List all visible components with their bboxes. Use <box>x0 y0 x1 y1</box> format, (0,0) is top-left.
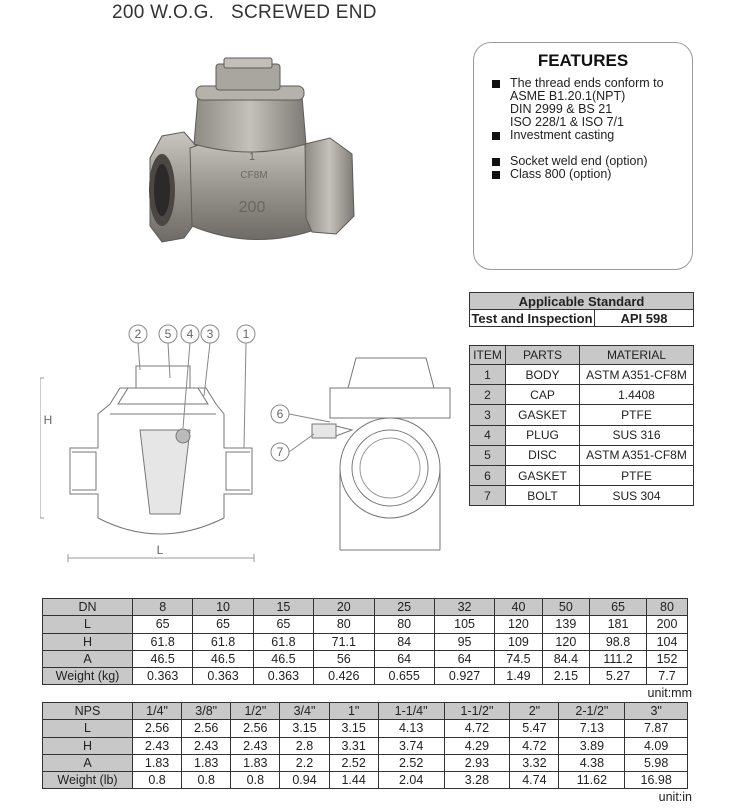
table-row <box>470 425 694 445</box>
table-cell: 2.43 <box>182 737 231 754</box>
feature-line: ISO 228/1 & ISO 7/1 <box>510 115 624 129</box>
table-cell: 46.5 <box>193 650 253 667</box>
standard-heading: Applicable Standard <box>470 293 694 310</box>
table-cell: 61.8 <box>193 633 253 650</box>
callout-label: 7 <box>276 445 284 459</box>
table-cell: 50 <box>542 599 589 616</box>
table-cell: 65 <box>253 616 313 633</box>
table-cell: 1.44 <box>329 772 378 789</box>
table-cell: 2.52 <box>378 754 444 771</box>
table-cell: 40 <box>495 599 542 616</box>
table-row <box>470 365 694 385</box>
table-cell: 7.7 <box>647 668 688 685</box>
table-cell: 5.98 <box>625 754 688 771</box>
table-cell: A <box>43 754 133 771</box>
section-view <box>40 366 254 562</box>
table-cell: 1.83 <box>133 754 182 771</box>
table-cell: 74.5 <box>495 650 542 667</box>
table-cell: GASKET <box>506 405 580 425</box>
table-row <box>43 650 688 667</box>
table-cell: Weight (kg) <box>43 668 133 685</box>
parts-header: PARTS <box>506 346 580 365</box>
table-cell: 4.72 <box>510 737 559 754</box>
table-cell: 0.8 <box>182 772 231 789</box>
table-cell: NPS <box>43 703 133 720</box>
feature-line: Socket weld end (option) <box>510 154 648 168</box>
table-cell: 3" <box>625 703 688 720</box>
table-cell: 111.2 <box>590 650 647 667</box>
table-cell: 2.56 <box>231 720 280 737</box>
photo-mark-3: 200 <box>238 199 266 216</box>
table-cell: 2" <box>510 703 559 720</box>
callout-label: 6 <box>276 407 284 421</box>
table-cell: 2.04 <box>378 772 444 789</box>
table-cell: H <box>43 633 133 650</box>
table-cell: 80 <box>314 616 374 633</box>
table-cell: GASKET <box>506 465 580 485</box>
feature-line: DIN 2999 & BS 21 <box>510 102 613 116</box>
table-cell: 4.38 <box>559 754 625 771</box>
table-cell: 84.4 <box>542 650 589 667</box>
table-cell: 3.31 <box>329 737 378 754</box>
table-cell: 3/8" <box>182 703 231 720</box>
table-cell: 5.27 <box>590 668 647 685</box>
table-cell: 3.15 <box>280 720 329 737</box>
table-row <box>43 599 688 616</box>
table-cell: 4.09 <box>625 737 688 754</box>
photo-mark-1: 1 <box>248 151 256 163</box>
table-cell: L <box>43 720 133 737</box>
callout-label: 3 <box>206 327 214 341</box>
table-cell: 200 <box>647 616 688 633</box>
table-cell: 80 <box>374 616 434 633</box>
table-cell: 3.74 <box>378 737 444 754</box>
table-cell: SUS 304 <box>580 486 694 506</box>
parts-header: MATERIAL <box>580 346 694 365</box>
table-cell: 71.1 <box>314 633 374 650</box>
table-cell: L <box>43 616 133 633</box>
table-cell: 65 <box>193 616 253 633</box>
table-cell: 152 <box>647 650 688 667</box>
table-cell: 6 <box>470 465 506 485</box>
table-cell: 4.29 <box>444 737 510 754</box>
table-cell: 4.13 <box>378 720 444 737</box>
table-cell: 32 <box>434 599 494 616</box>
valve-photo <box>140 56 370 256</box>
standard-label: Test and Inspection <box>471 310 593 326</box>
parts-table <box>469 345 694 506</box>
table-cell: 3.89 <box>559 737 625 754</box>
table-cell: 84 <box>374 633 434 650</box>
table-cell: 2.93 <box>444 754 510 771</box>
photo-mark-2: CF8M <box>240 170 268 181</box>
table-cell: 7.13 <box>559 720 625 737</box>
table-cell: 56 <box>314 650 374 667</box>
table-cell: 0.363 <box>133 668 193 685</box>
table-cell: H <box>43 737 133 754</box>
table-cell: 2.56 <box>182 720 231 737</box>
features-box <box>473 42 693 270</box>
table-cell: 64 <box>374 650 434 667</box>
table-cell: 1/2" <box>231 703 280 720</box>
table-cell: 0.94 <box>280 772 329 789</box>
table-cell: DN <box>43 599 133 616</box>
table-cell: 64 <box>434 650 494 667</box>
table-cell: 25 <box>374 599 434 616</box>
table-cell: 61.8 <box>133 633 193 650</box>
dim-label-l: L <box>156 543 164 557</box>
table-cell: 10 <box>193 599 253 616</box>
table-cell: 15 <box>253 599 313 616</box>
table-cell: 7.87 <box>625 720 688 737</box>
table-cell: 2.43 <box>133 737 182 754</box>
table-cell: 7 <box>470 486 506 506</box>
table-cell: 46.5 <box>253 650 313 667</box>
table-cell: 1.49 <box>495 668 542 685</box>
table-cell: 11.62 <box>559 772 625 789</box>
features-heading: FEATURES <box>537 51 629 70</box>
table-cell: 3/4" <box>280 703 329 720</box>
feature-item <box>490 77 692 129</box>
table-cell: 0.363 <box>253 668 313 685</box>
technical-drawing <box>40 318 465 576</box>
table-cell: 3.32 <box>510 754 559 771</box>
table-row <box>470 405 694 425</box>
table-cell: 0.927 <box>434 668 494 685</box>
unit-in-label: unit:in <box>658 790 692 804</box>
table-cell: 2.52 <box>329 754 378 771</box>
dimension-table-mm <box>42 598 688 685</box>
table-cell: 2 <box>470 385 506 405</box>
callout-label: 5 <box>164 327 172 341</box>
feature-line: ASME B1.20.1(NPT) <box>510 89 626 103</box>
table-cell: 1.4408 <box>580 385 694 405</box>
table-cell: 0.8 <box>133 772 182 789</box>
table-row <box>43 772 688 789</box>
table-cell: 1-1/2" <box>444 703 510 720</box>
table-cell: BODY <box>506 365 580 385</box>
standard-value: API 598 <box>595 310 694 327</box>
table-cell: 4.72 <box>444 720 510 737</box>
table-cell: ASTM A351-CF8M <box>580 445 694 465</box>
table-cell: 105 <box>434 616 494 633</box>
table-row <box>43 737 688 754</box>
table-cell: 1.83 <box>231 754 280 771</box>
table-cell: 5.47 <box>510 720 559 737</box>
table-cell: 2.43 <box>231 737 280 754</box>
table-cell: 1 <box>470 365 506 385</box>
table-cell: 1" <box>329 703 378 720</box>
table-cell: 2.56 <box>133 720 182 737</box>
table-cell: 120 <box>542 633 589 650</box>
table-row <box>470 445 694 465</box>
table-cell: 1/4" <box>133 703 182 720</box>
table-row <box>43 754 688 771</box>
table-cell: SUS 316 <box>580 425 694 445</box>
feature-line: Class 800 (option) <box>510 167 612 181</box>
table-row <box>470 486 694 506</box>
table-cell: CAP <box>506 385 580 405</box>
dimension-table-in <box>42 702 688 789</box>
feature-line: The thread ends conform to <box>510 76 664 90</box>
table-cell: 2.2 <box>280 754 329 771</box>
table-cell: 3.15 <box>329 720 378 737</box>
table-cell: 0.655 <box>374 668 434 685</box>
table-cell: 4.74 <box>510 772 559 789</box>
table-row <box>470 385 694 405</box>
table-row <box>43 633 688 650</box>
table-cell: BOLT <box>506 486 580 506</box>
table-row <box>43 703 688 720</box>
table-cell: 2-1/2" <box>559 703 625 720</box>
table-cell: 46.5 <box>133 650 193 667</box>
table-cell: PTFE <box>580 405 694 425</box>
table-cell: 95 <box>434 633 494 650</box>
table-cell: 65 <box>133 616 193 633</box>
table-cell: 98.8 <box>590 633 647 650</box>
features-list <box>490 77 692 181</box>
parts-header: ITEM <box>470 346 506 365</box>
callout-label: 1 <box>242 327 250 341</box>
table-cell: 0.363 <box>193 668 253 685</box>
standard-table <box>469 292 694 327</box>
table-row <box>43 668 688 685</box>
table-cell: PTFE <box>580 465 694 485</box>
table-row <box>43 616 688 633</box>
callout-label: 4 <box>186 327 194 341</box>
side-view <box>312 358 450 550</box>
table-cell: 2.15 <box>542 668 589 685</box>
table-cell: 1.83 <box>182 754 231 771</box>
table-cell: 3.28 <box>444 772 510 789</box>
table-cell: 8 <box>133 599 193 616</box>
table-cell: 104 <box>647 633 688 650</box>
table-row <box>470 465 694 485</box>
table-cell: 61.8 <box>253 633 313 650</box>
table-cell: A <box>43 650 133 667</box>
table-cell: 4 <box>470 425 506 445</box>
table-cell: 1-1/4" <box>378 703 444 720</box>
table-cell: 0.426 <box>314 668 374 685</box>
callout-label: 2 <box>134 327 142 341</box>
table-cell: 65 <box>590 599 647 616</box>
table-cell: 5 <box>470 445 506 465</box>
table-cell: 120 <box>495 616 542 633</box>
table-cell: 3 <box>470 405 506 425</box>
feature-item <box>490 168 692 181</box>
table-cell: 0.8 <box>231 772 280 789</box>
table-cell: 16.98 <box>625 772 688 789</box>
table-cell: 20 <box>314 599 374 616</box>
table-cell: 181 <box>590 616 647 633</box>
table-cell: PLUG <box>506 425 580 445</box>
table-cell: Weight (lb) <box>43 772 133 789</box>
table-cell: ASTM A351-CF8M <box>580 365 694 385</box>
unit-mm-label: unit:mm <box>647 686 692 700</box>
dim-label-h: H <box>43 413 53 427</box>
table-cell: 139 <box>542 616 589 633</box>
table-cell: 109 <box>495 633 542 650</box>
table-row <box>43 720 688 737</box>
feature-item <box>490 129 692 142</box>
table-cell: 80 <box>647 599 688 616</box>
table-cell: DISC <box>506 445 580 465</box>
feature-line: Investment casting <box>510 128 615 142</box>
page-title: 200 W.O.G. SCREWED END <box>112 2 377 23</box>
table-cell: 2.8 <box>280 737 329 754</box>
